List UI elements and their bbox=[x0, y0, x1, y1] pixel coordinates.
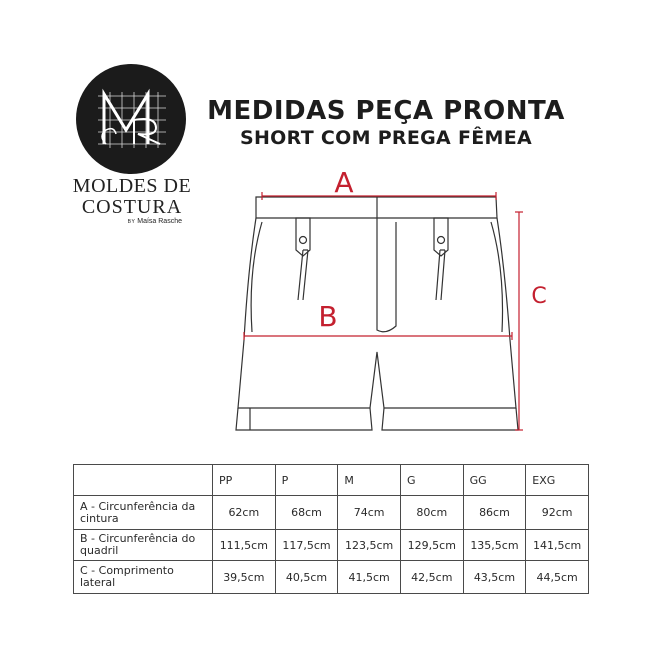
table-header-row bbox=[74, 465, 589, 496]
row-label: B - Circunferência do quadril bbox=[74, 530, 213, 561]
row-label: C - Comprimento lateral bbox=[74, 561, 213, 594]
table-cell: 92cm bbox=[526, 496, 589, 530]
size-table bbox=[73, 464, 589, 594]
pleat-right bbox=[436, 250, 445, 300]
table-cell: 68cm bbox=[275, 496, 338, 530]
table-cell: 135,5cm bbox=[463, 530, 526, 561]
title-line1: MEDIDAS PEÇA PRONTA bbox=[207, 96, 565, 126]
table-row bbox=[74, 530, 589, 561]
title-line2: SHORT COM PREGA FÊMEA bbox=[239, 127, 532, 149]
table-cell: 129,5cm bbox=[400, 530, 463, 561]
table-cell: 117,5cm bbox=[275, 530, 338, 561]
row-label: A - Circunferência da cintura bbox=[74, 496, 213, 530]
table-row bbox=[74, 561, 589, 594]
measure-a-label: A bbox=[334, 166, 354, 199]
table-cell: 62cm bbox=[213, 496, 276, 530]
table-cell: 39,5cm bbox=[213, 561, 276, 594]
table-cell: 41,5cm bbox=[338, 561, 401, 594]
cuff-right bbox=[382, 408, 518, 430]
brand-name-line2: COSTURA bbox=[81, 196, 183, 218]
measure-b-label: B bbox=[318, 300, 338, 333]
table-header-gg: GG bbox=[463, 465, 526, 496]
brand-byline-name: Maísa Rasche bbox=[137, 218, 182, 225]
table-header-g: G bbox=[400, 465, 463, 496]
brand-name-line1: MOLDES DE bbox=[72, 175, 192, 197]
table-cell: 74cm bbox=[338, 496, 401, 530]
pleat-left bbox=[298, 250, 308, 300]
table-row bbox=[74, 496, 589, 530]
cuff-left bbox=[236, 408, 372, 430]
table-header-pp: PP bbox=[213, 465, 276, 496]
table-header-empty bbox=[74, 465, 213, 496]
table-header-m: M bbox=[338, 465, 401, 496]
table-cell: 80cm bbox=[400, 496, 463, 530]
button-left bbox=[300, 237, 307, 244]
table-header-p: P bbox=[275, 465, 338, 496]
fly bbox=[377, 218, 396, 332]
table-cell: 86cm bbox=[463, 496, 526, 530]
brand-byline-prefix: BY bbox=[127, 219, 136, 225]
button-right bbox=[438, 237, 445, 244]
pocket-right bbox=[491, 222, 503, 332]
table-cell: 123,5cm bbox=[338, 530, 401, 561]
table-cell: 141,5cm bbox=[526, 530, 589, 561]
table-cell: 111,5cm bbox=[213, 530, 276, 561]
table-header-exg: EXG bbox=[526, 465, 589, 496]
measure-c-label: C bbox=[531, 284, 547, 309]
table-cell: 43,5cm bbox=[463, 561, 526, 594]
table-cell: 42,5cm bbox=[400, 561, 463, 594]
table-cell: 44,5cm bbox=[526, 561, 589, 594]
table-cell: 40,5cm bbox=[275, 561, 338, 594]
